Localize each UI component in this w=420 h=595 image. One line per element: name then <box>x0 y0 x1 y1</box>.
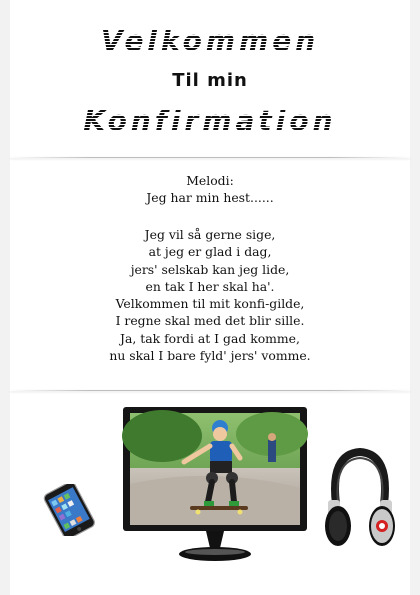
verse-block <box>10 226 410 364</box>
melody-label: Melodi: <box>186 173 234 188</box>
headphones-icon <box>324 444 396 550</box>
verse-line: jers' selskab kan jeg lide, <box>130 261 290 277</box>
melody-block <box>10 172 410 207</box>
title-velkommen: Velkommen <box>10 24 410 57</box>
smartphone-icon <box>38 484 98 536</box>
divider-bottom <box>10 390 410 391</box>
invitation-page <box>10 0 410 595</box>
verse-line: at jeg er glad i dag, <box>148 244 272 260</box>
verse-line: Jeg vil så gerne sige, <box>144 227 276 242</box>
divider-top <box>10 157 410 158</box>
subtitle-til-min: Til min <box>172 70 248 91</box>
monitor-photo-skateboarder <box>122 406 308 564</box>
verse-line: nu skal I bare fyld' jers' vomme. <box>109 348 311 364</box>
verse-line: Velkommen til mit konfi-gilde, <box>115 296 305 312</box>
melody-song: Jeg har min hest...... <box>146 190 274 206</box>
verse-line: en tak I her skal ha'. <box>145 278 275 294</box>
title-konfirmation: Konfirmation <box>10 104 410 137</box>
verse-line: Ja, tak fordi at I gad komme, <box>120 330 300 346</box>
verse-line: I regne skal med det blir sille. <box>115 313 305 329</box>
